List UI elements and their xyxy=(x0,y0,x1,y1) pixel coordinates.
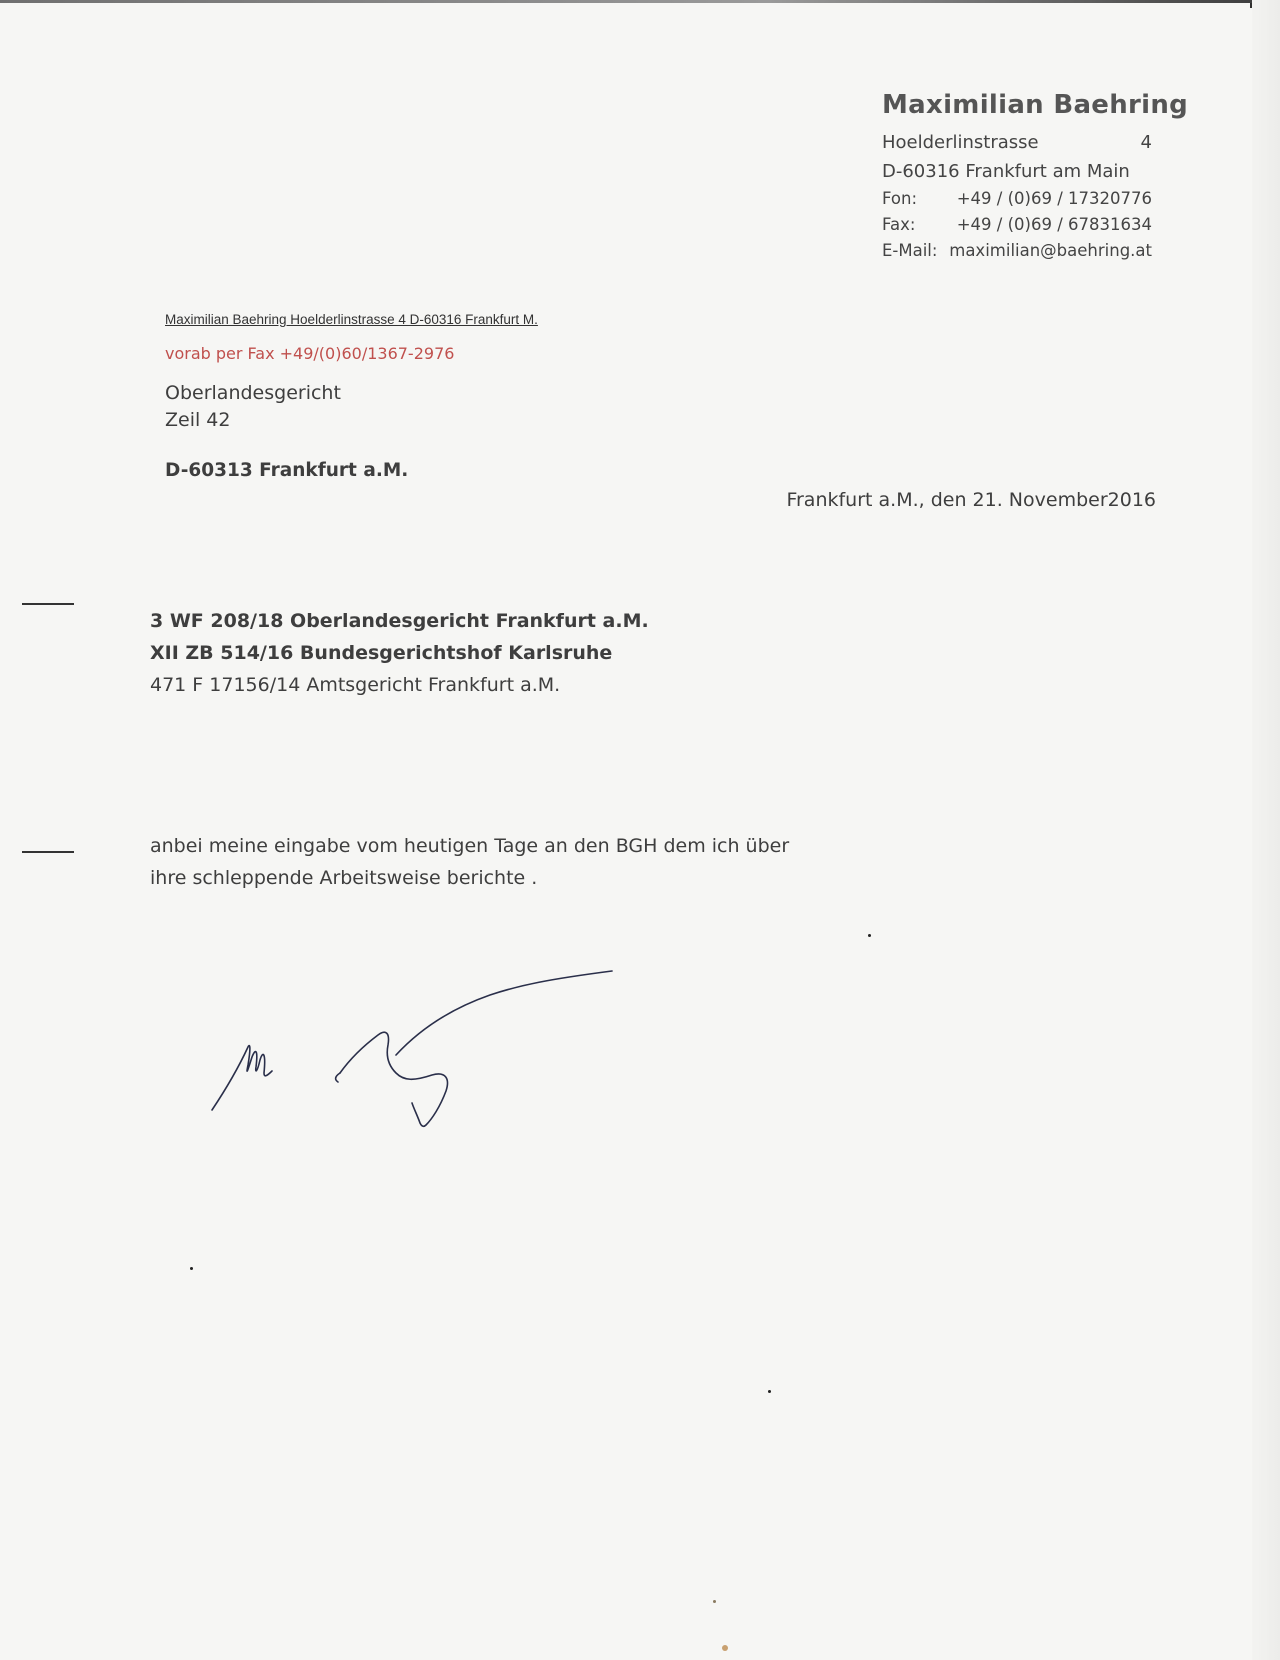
sender-name: Maximilian Baehring xyxy=(882,90,1189,120)
date-line: Frankfurt a.M., den 21. November2016 xyxy=(786,489,1156,511)
return-address: Maximilian Baehring Hoelderlinstrasse 4 D-60316 Frankfurt M. xyxy=(165,312,538,327)
sender-phone: +49 / (0)69 / 17320776 xyxy=(956,189,1152,208)
signature-stroke xyxy=(212,1046,272,1110)
fold-mark-upper xyxy=(22,603,74,605)
fax-note: vorab per Fax +49/(0)60/1367-2976 xyxy=(165,344,455,363)
sender-city-line xyxy=(882,157,1152,186)
signature-stroke xyxy=(336,1073,340,1082)
sender-email-label: E-Mail: xyxy=(882,241,938,260)
scan-speck xyxy=(190,1267,193,1270)
sender-phone-line xyxy=(882,186,1152,212)
signature-stroke xyxy=(396,971,612,1055)
sender-fax-line xyxy=(882,212,1152,238)
scan-edge-top xyxy=(0,0,1280,3)
sender-fax-label: Fax: xyxy=(882,215,916,234)
sender-street: Hoelderlinstrasse xyxy=(882,132,1039,153)
reference-line: 471 F 17156/14 Amtsgericht Frankfurt a.M. xyxy=(150,674,561,696)
recipient-name: Oberlandesgericht xyxy=(165,382,341,404)
scan-speck xyxy=(768,1390,771,1393)
recipient-address xyxy=(165,380,341,434)
scan-speck xyxy=(713,1600,716,1603)
signature-stroke xyxy=(340,1032,447,1126)
recipient-street: Zeil 42 xyxy=(165,409,231,431)
scan-speck xyxy=(722,1645,728,1651)
body-line: anbei meine eingabe vom heutigen Tage an den BGH dem ich über xyxy=(150,835,790,857)
fold-mark-lower xyxy=(22,851,74,853)
recipient-city: D-60313 Frankfurt a.M. xyxy=(165,460,409,481)
sender-city: D-60316 Frankfurt am Main xyxy=(882,161,1130,182)
sender-letterhead xyxy=(882,90,1189,264)
sender-email-line xyxy=(882,238,1152,264)
handwritten-signature xyxy=(200,955,620,1135)
reference-line: XII ZB 514/16 Bundesgerichtshof Karlsruhe xyxy=(150,642,613,664)
reference-line: 3 WF 208/18 Oberlandesgericht Frankfurt a.M. xyxy=(150,610,649,632)
sender-email: maximilian@baehring.at xyxy=(949,241,1152,260)
letter-body xyxy=(150,830,789,894)
reference-block xyxy=(150,605,649,701)
sender-phone-label: Fon: xyxy=(882,189,918,208)
sender-fax: +49 / (0)69 / 67831634 xyxy=(956,215,1152,234)
sender-house-number: 4 xyxy=(1140,132,1152,153)
scan-speck xyxy=(868,934,871,937)
sender-street-line xyxy=(882,128,1152,157)
scan-edge-right xyxy=(1252,0,1280,1660)
body-line: ihre schleppende Arbeitsweise berichte . xyxy=(150,867,538,889)
